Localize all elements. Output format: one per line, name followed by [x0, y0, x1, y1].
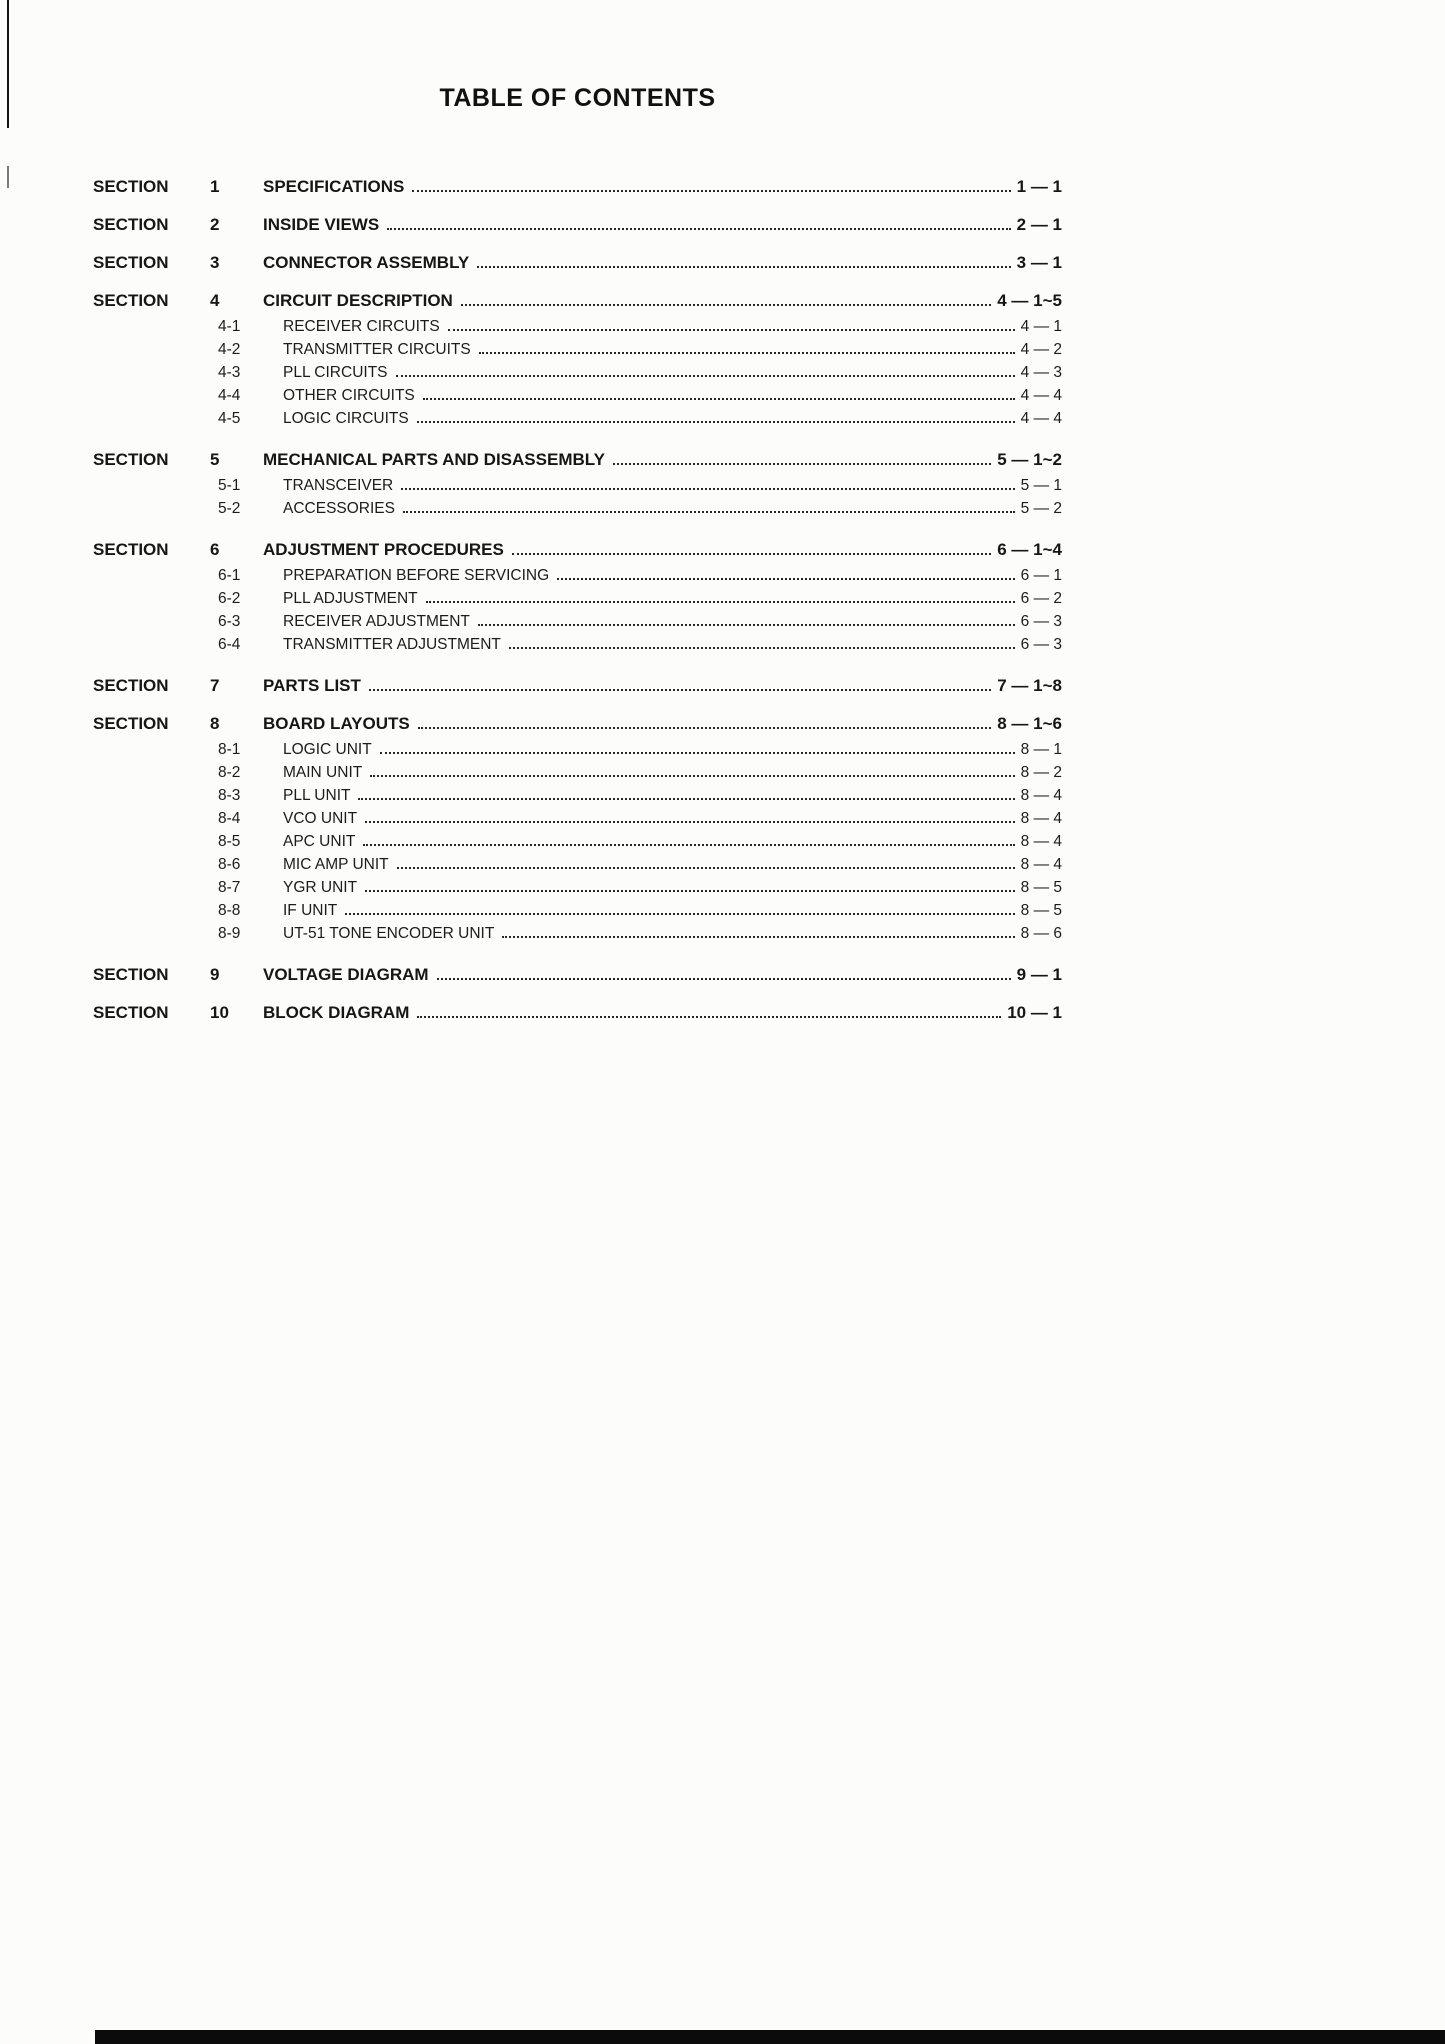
section-label: SECTION: [93, 1003, 169, 1022]
toc-subsection-row: [93, 474, 1062, 497]
dot-leader: [423, 398, 1015, 400]
dot-leader: [437, 978, 1011, 980]
dot-leader: [380, 752, 1015, 754]
dot-leader: [477, 266, 1010, 268]
section-number: 9: [210, 965, 220, 984]
toc-subsection-row: [93, 361, 1062, 384]
dot-leader: [358, 798, 1014, 800]
subsection-page: 8 — 4: [1020, 787, 1062, 804]
toc-subsection-row: [93, 610, 1062, 633]
section-number: 3: [210, 253, 220, 272]
subsection-title: RECEIVER CIRCUITS: [283, 318, 440, 335]
subsection-title: ACCESSORIES: [283, 500, 395, 517]
subsection-number: 8-4: [218, 810, 241, 827]
toc-section-row: [93, 1001, 1062, 1024]
toc-subsection-row: [93, 899, 1062, 922]
dot-leader: [369, 689, 991, 691]
subsection-number: 8-7: [218, 879, 241, 896]
subsection-page: 6 — 3: [1020, 613, 1062, 630]
toc-subsection-row: [93, 807, 1062, 830]
subsection-title: VCO UNIT: [283, 810, 358, 827]
subsection-page: 8 — 6: [1020, 925, 1062, 942]
section-title: SPECIFICATIONS: [263, 177, 405, 196]
dot-leader: [418, 727, 992, 729]
toc-subsection-row: [93, 876, 1062, 899]
subsection-title: YGR UNIT: [283, 879, 358, 896]
toc-subsection-row: [93, 407, 1062, 430]
section-number: 7: [210, 676, 220, 695]
subsection-page: 8 — 5: [1020, 879, 1062, 896]
subsection-number: 5-2: [218, 500, 241, 517]
toc-subsection-row: [93, 587, 1062, 610]
section-title: ADJUSTMENT PROCEDURES: [263, 540, 504, 559]
toc-subsection-row: [93, 922, 1062, 945]
section-page: 4 — 1~5: [997, 291, 1062, 310]
subsection-title: MIC AMP UNIT: [283, 856, 389, 873]
toc: [93, 175, 1062, 1024]
dot-leader: [479, 352, 1015, 354]
section-number: 2: [210, 215, 220, 234]
dot-leader: [396, 375, 1015, 377]
dot-leader: [557, 578, 1015, 580]
section-number: 5: [210, 450, 220, 469]
subsection-title: UT-51 TONE ENCODER UNIT: [283, 925, 495, 942]
section-label: SECTION: [93, 450, 169, 469]
section-title: PARTS LIST: [263, 676, 361, 695]
dot-leader: [461, 304, 991, 306]
scan-artifact-left-tick: [7, 166, 9, 188]
dot-leader: [417, 421, 1015, 423]
section-page: 8 — 1~6: [997, 714, 1062, 733]
subsection-title: IF UNIT: [283, 902, 338, 919]
section-title: CONNECTOR ASSEMBLY: [263, 253, 470, 272]
subsection-page: 8 — 1: [1020, 741, 1062, 758]
dot-leader: [502, 936, 1014, 938]
subsection-page: 5 — 2: [1020, 500, 1062, 517]
toc-section-row: [93, 213, 1062, 236]
subsection-number: 6-1: [218, 567, 241, 584]
subsection-title: APC UNIT: [283, 833, 356, 850]
subsection-number: 4-4: [218, 387, 241, 404]
toc-subsection-row: [93, 738, 1062, 761]
toc-section-row: [93, 674, 1062, 697]
section-page: 10 — 1: [1007, 1003, 1062, 1022]
section-title: CIRCUIT DESCRIPTION: [263, 291, 453, 310]
subsection-page: 8 — 2: [1020, 764, 1062, 781]
section-number: 8: [210, 714, 220, 733]
section-label: SECTION: [93, 253, 169, 272]
section-title: VOLTAGE DIAGRAM: [263, 965, 429, 984]
scan-artifact-left-line: [7, 0, 9, 128]
subsection-page: 8 — 5: [1020, 902, 1062, 919]
subsection-title: PREPARATION BEFORE SERVICING: [283, 567, 550, 584]
section-title: INSIDE VIEWS: [263, 215, 380, 234]
subsection-page: 8 — 4: [1020, 810, 1062, 827]
subsection-title: LOGIC UNIT: [283, 741, 372, 758]
subsection-number: 6-4: [218, 636, 241, 653]
section-title: MECHANICAL PARTS AND DISASSEMBLY: [263, 450, 605, 469]
subsection-title: PLL CIRCUITS: [283, 364, 388, 381]
dot-leader: [345, 913, 1014, 915]
subsection-number: 4-2: [218, 341, 241, 358]
subsection-page: 4 — 3: [1020, 364, 1062, 381]
toc-section-row: [93, 251, 1062, 274]
dot-leader: [365, 821, 1015, 823]
section-label: SECTION: [93, 215, 169, 234]
subsection-page: 8 — 4: [1020, 833, 1062, 850]
subsection-title: PLL ADJUSTMENT: [283, 590, 418, 607]
subsection-page: 4 — 1: [1020, 318, 1062, 335]
subsection-page: 6 — 1: [1020, 567, 1062, 584]
dot-leader: [365, 890, 1015, 892]
toc-section-row: [93, 175, 1062, 198]
dot-leader: [478, 624, 1015, 626]
toc-section-row: [93, 538, 1062, 561]
dot-leader: [387, 228, 1010, 230]
section-page: 5 — 1~2: [997, 450, 1062, 469]
section-label: SECTION: [93, 714, 169, 733]
toc-subsection-row: [93, 830, 1062, 853]
subsection-number: 8-3: [218, 787, 241, 804]
subsection-title: TRANSMITTER CIRCUITS: [283, 341, 471, 358]
toc-section-row: [93, 289, 1062, 312]
subsection-page: 6 — 3: [1020, 636, 1062, 653]
dot-leader: [397, 867, 1015, 869]
section-number: 6: [210, 540, 220, 559]
toc-subsection-row: [93, 497, 1062, 520]
subsection-number: 5-1: [218, 477, 241, 494]
subsection-title: TRANSCEIVER: [283, 477, 394, 494]
dot-leader: [613, 463, 991, 465]
section-label: SECTION: [93, 291, 169, 310]
section-title: BLOCK DIAGRAM: [263, 1003, 410, 1022]
subsection-page: 6 — 2: [1020, 590, 1062, 607]
dot-leader: [363, 844, 1014, 846]
page-title: TABLE OF CONTENTS: [439, 84, 716, 112]
subsection-title: OTHER CIRCUITS: [283, 387, 415, 404]
section-page: 2 — 1: [1016, 215, 1062, 234]
toc-section-row: [93, 712, 1062, 735]
subsection-title: PLL UNIT: [283, 787, 351, 804]
section-label: SECTION: [93, 965, 169, 984]
toc-content: [93, 86, 1062, 1024]
section-number: 4: [210, 291, 220, 310]
subsection-page: 4 — 4: [1020, 410, 1062, 427]
subsection-page: 5 — 1: [1020, 477, 1062, 494]
subsection-title: LOGIC CIRCUITS: [283, 410, 409, 427]
toc-subsection-row: [93, 784, 1062, 807]
dot-leader: [509, 647, 1015, 649]
toc-subsection-row: [93, 761, 1062, 784]
section-page: 1 — 1: [1016, 177, 1062, 196]
subsection-page: 4 — 2: [1020, 341, 1062, 358]
subsection-number: 6-2: [218, 590, 241, 607]
dot-leader: [426, 601, 1015, 603]
subsection-page: 4 — 4: [1020, 387, 1062, 404]
dot-leader: [448, 329, 1015, 331]
subsection-title: MAIN UNIT: [283, 764, 363, 781]
dot-leader: [412, 190, 1010, 192]
subsection-title: RECEIVER ADJUSTMENT: [283, 613, 470, 630]
section-title: BOARD LAYOUTS: [263, 714, 410, 733]
section-number: 10: [210, 1003, 229, 1022]
subsection-number: 4-5: [218, 410, 241, 427]
dot-leader: [370, 775, 1014, 777]
scan-artifact-bottom-bar: [95, 2030, 1445, 2044]
toc-subsection-row: [93, 564, 1062, 587]
subsection-title: TRANSMITTER ADJUSTMENT: [283, 636, 501, 653]
subsection-number: 4-1: [218, 318, 241, 335]
toc-section-row: [93, 448, 1062, 471]
section-number: 1: [210, 177, 220, 196]
dot-leader: [401, 488, 1014, 490]
subsection-number: 8-6: [218, 856, 241, 873]
section-label: SECTION: [93, 177, 169, 196]
toc-section-row: [93, 963, 1062, 986]
subsection-page: 8 — 4: [1020, 856, 1062, 873]
section-label: SECTION: [93, 540, 169, 559]
subsection-number: 8-1: [218, 741, 241, 758]
subsection-number: 8-8: [218, 902, 241, 919]
dot-leader: [512, 553, 991, 555]
subsection-number: 8-5: [218, 833, 241, 850]
dot-leader: [403, 511, 1015, 513]
subsection-number: 8-2: [218, 764, 241, 781]
section-page: 7 — 1~8: [997, 676, 1062, 695]
subsection-number: 6-3: [218, 613, 241, 630]
section-page: 3 — 1: [1016, 253, 1062, 272]
section-page: 6 — 1~4: [997, 540, 1062, 559]
section-label: SECTION: [93, 676, 169, 695]
section-page: 9 — 1: [1016, 965, 1062, 984]
toc-subsection-row: [93, 853, 1062, 876]
subsection-number: 4-3: [218, 364, 241, 381]
dot-leader: [417, 1016, 1001, 1018]
subsection-number: 8-9: [218, 925, 241, 942]
toc-subsection-row: [93, 315, 1062, 338]
toc-subsection-row: [93, 384, 1062, 407]
toc-subsection-row: [93, 633, 1062, 656]
toc-subsection-row: [93, 338, 1062, 361]
